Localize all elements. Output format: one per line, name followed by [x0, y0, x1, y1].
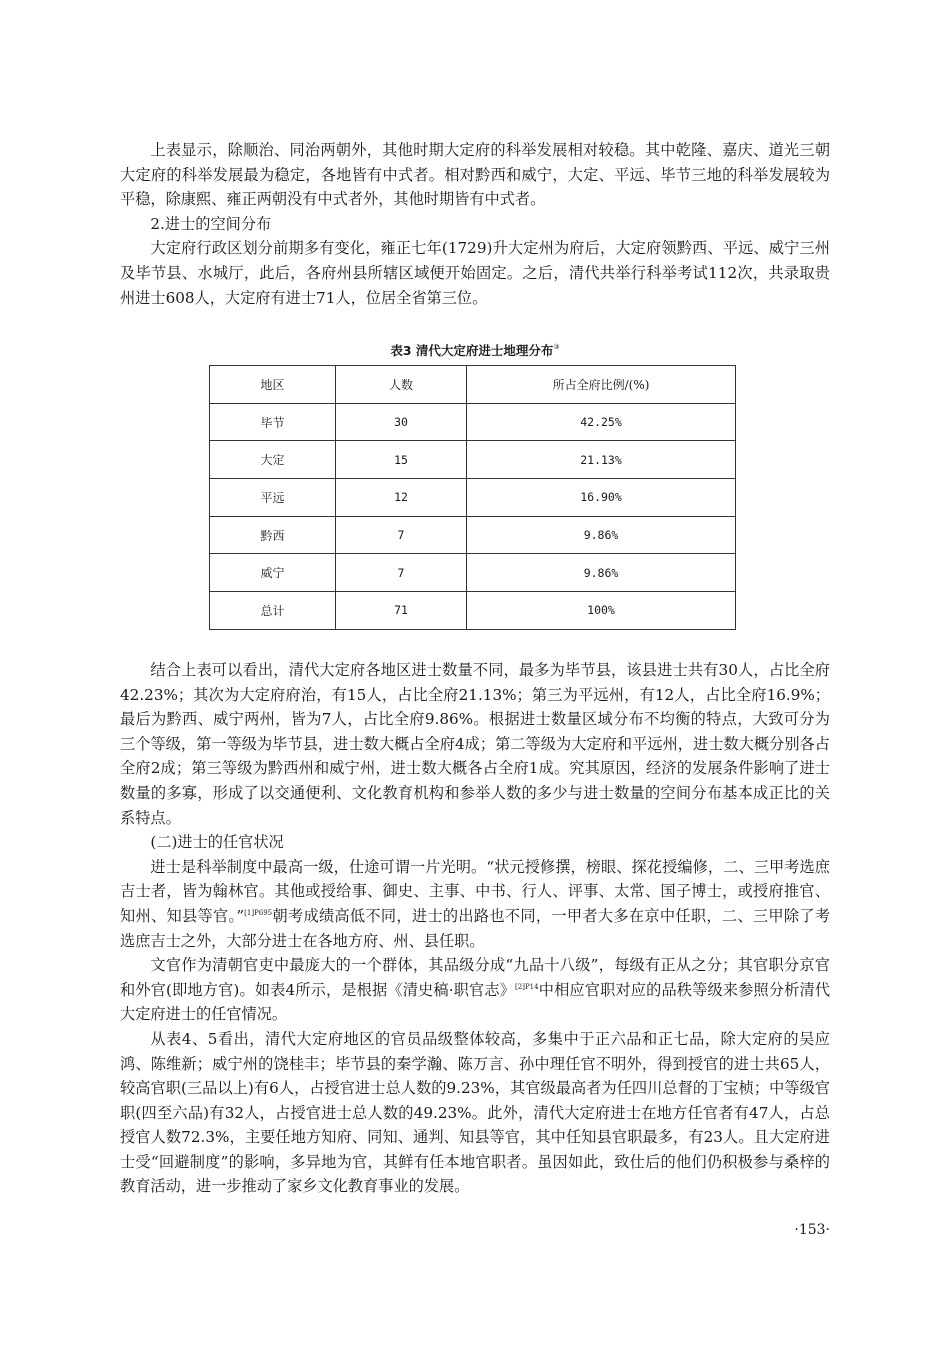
header-count: 人数	[336, 366, 467, 404]
table-caption	[0, 341, 950, 359]
table-row	[210, 441, 736, 479]
paragraph-admin-history: 大定府行政区划分前期多有变化，雍正七年(1729)升大定州为府后，大定府领黔西、平远、威宁三州及毕节县、水城厅，此后，各府州县所辖区域便开始固定。之后，清代共举行科举考试112次，共录取贵州进士608人，大定府有进士71人，位居全省第三位。	[120, 239, 830, 307]
cell-region: 大定	[210, 441, 336, 479]
table-row	[210, 403, 736, 441]
cell-percent: 100%	[467, 592, 736, 630]
paragraph-official-ranks	[120, 953, 830, 1027]
body-section	[120, 658, 830, 1199]
paragraph-career-paths-quote: 进士是科举制度中最高一级，仕途可谓一片光明。“状元授修撰，榜眼、探花授编修，二、三甲考选庶吉士者，皆为翰林官。其他或授给事、御史、主事、中书、行人、评事、太常、国子博士，或授府推官、知州、知县等官。”	[120, 857, 830, 925]
paragraph-career-paths-rest: 朝考成绩高低不同，进士的出路也不同，一甲者大多在京中任职，二、三甲除了考选庶吉士之外，大部分进士在各地方府、州、县任职。	[120, 906, 830, 950]
table-caption-text: 表3 清代大定府进士地理分布	[390, 343, 554, 358]
cell-region: 威宁	[210, 554, 336, 592]
cell-percent: 42.25%	[467, 403, 736, 441]
cell-region: 总计	[210, 592, 336, 630]
cell-percent: 21.13%	[467, 441, 736, 479]
cell-count: 7	[336, 516, 467, 554]
cell-region: 平远	[210, 479, 336, 517]
cell-percent: 16.90%	[467, 479, 736, 517]
citation-ref-1: [1]P695	[244, 908, 273, 917]
paragraph-rank-analysis: 从表4、5看出，清代大定府地区的官员品级整体较高，多集中于正六品和正七品，除大定府的吴应鸿、陈维新；威宁州的饶桂丰；毕节县的秦学瀚、陈万言、孙中理任官不明外，得到授官的进士共65人，较高官职(三品以上)有6人，占授官进士总人数的9.23%，其官级最高者为任四川总督的丁宝桢；中等级官职(四至六品)有32人，占授官进士总人数的49.23%。此外，清代大定府进士在地方任官者有47人，占总授官人数72.3%，主要任地方知府、同知、通判、知县等官，其中任知县官职最多，有23人。且大定府进士受“回避制度”的影响，多异地为官，其鲜有任本地官职者。虽因如此，致仕后的他们仍积极参与桑梓的教育活动，进一步推动了家乡文化教育事业的发展。	[120, 1029, 830, 1196]
intro-section	[120, 138, 830, 310]
table-row	[210, 479, 736, 517]
section-heading-office: (二)进士的任官状况	[150, 833, 284, 852]
paragraph-official-ranks-text: 文官作为清朝官吏中最庞大的一个群体，其品级分成“九品十八级”，每级有正从之分；其官职分京官和外官(即地方官)。如表4所示，是根据《清史稿·职官志》	[120, 956, 830, 999]
paragraph-table-summary: 上表显示，除顺治、同治两朝外，其他时期大定府的科举发展相对较稳。其中乾隆、嘉庆、道光三朝大定府的科举发展最为稳定，各地皆有中式者。相对黔西和威宁，大定、平远、毕节三地的科举发展较为平稳，除康熙、雍正两朝没有中式者外，其他时期皆有中式者。	[120, 141, 830, 209]
cell-count: 7	[336, 554, 467, 592]
table-header-row	[210, 366, 736, 404]
table-row	[210, 554, 736, 592]
table-caption-note: ③	[553, 343, 560, 351]
cell-region: 毕节	[210, 403, 336, 441]
cell-count: 15	[336, 441, 467, 479]
header-percent: 所占全府比例/(%)	[467, 366, 736, 404]
cell-count: 71	[336, 592, 467, 630]
cell-count: 30	[336, 403, 467, 441]
table-row-total	[210, 592, 736, 630]
cell-percent: 9.86%	[467, 516, 736, 554]
cell-count: 12	[336, 479, 467, 517]
cell-percent: 9.86%	[467, 554, 736, 592]
jinshi-distribution-table	[209, 365, 736, 630]
paragraph-career-paths	[120, 855, 830, 953]
citation-ref-2: [2]P14	[515, 982, 539, 991]
header-region: 地区	[210, 366, 336, 404]
cell-region: 黔西	[210, 516, 336, 554]
section-heading-spatial: 2.进士的空间分布	[150, 214, 272, 233]
page-number: ·153·	[794, 1222, 830, 1238]
paragraph-official-ranks-rest: 中相应官职对应的品秩等级来参照分析清代大定府进士的任官情况。	[120, 980, 831, 1024]
table-row	[210, 516, 736, 554]
paragraph-distribution-analysis: 结合上表可以看出，清代大定府各地区进士数量不同，最多为毕节县，该县进士共有30人，占比全府42.23%；其次为大定府府治，有15人，占比全府21.13%；第三为平远州，有12人，占比全府16.9%；最后为黔西、威宁两州，皆为7人，占比全府9.86%。根据进士数量区域分布不均衡的特点，大致可分为三个等级，第一等级为毕节县，进士数大概占全府4成；第二等级为大定府和平远州，进士数大概分别各占全府2成；第三等级为黔西州和威宁州，进士数大概各占全府1成。究其原因，经济的发展条件影响了进士数量的多寡，形成了以交通便利、文化教育机构和参举人数的多少与进士数量的空间分布基本成正比的关系特点。	[120, 661, 830, 827]
